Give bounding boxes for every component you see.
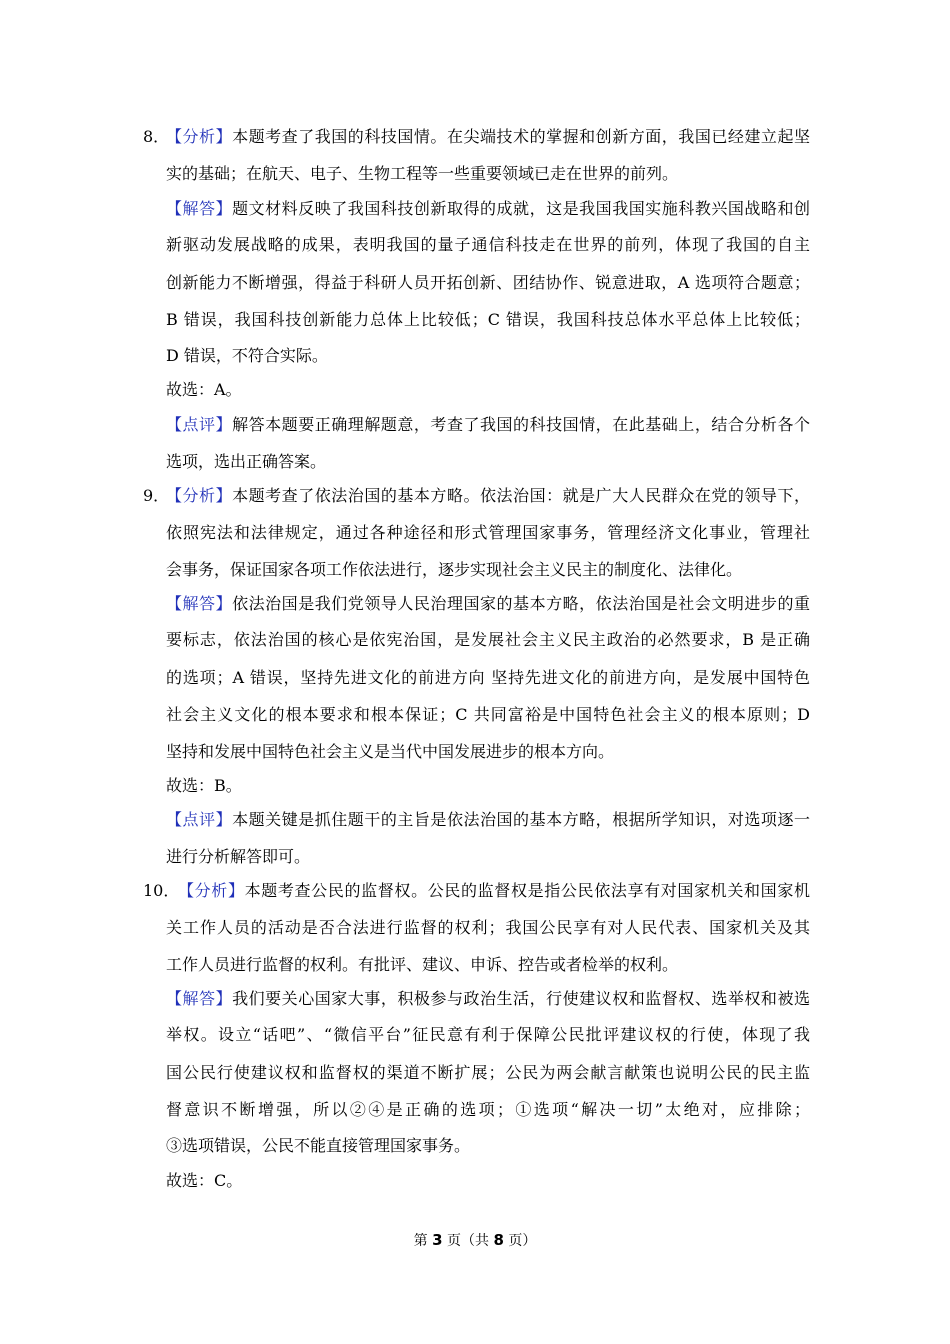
answer-line: 新驱动发展战略的成果，表明我国的量子通信科技走在世界的前列，体现了我国的自主 bbox=[166, 235, 810, 254]
comment-line: 进行分析解答即可。 bbox=[166, 847, 311, 866]
answer-line: ③选项错误，公民不能直接管理国家事务。 bbox=[166, 1136, 471, 1155]
analysis-line: 【分析】本题考查了依法治国的基本方略。依法治国：就是广大人民群众在党的领导下， bbox=[166, 486, 810, 505]
comment-tag: 【点评】 bbox=[166, 415, 233, 434]
analysis-line: 工作人员进行监督的权利。有批评、建议、申诉、控告或者检举的权利。 bbox=[166, 955, 679, 974]
analysis-line: 会事务，保证国家各项工作依法进行，逐步实现社会主义民主的制度化、法律化。 bbox=[166, 560, 743, 579]
current-page-number: 3 bbox=[432, 1231, 443, 1249]
answer-line: 【解答】题文材料反映了我国科技创新取得的成就，这是我国我国实施科教兴国战略和创 bbox=[166, 199, 810, 218]
analysis-line: 依照宪法和法律规定，通过各种途径和形式管理国家事务，管理经济文化事业，管理社 bbox=[166, 523, 810, 542]
answer-line: 【解答】依法治国是我们党领导人民治理国家的基本方略，依法治国是社会文明进步的重 bbox=[166, 594, 810, 613]
answer-tag: 【解答】 bbox=[166, 594, 233, 613]
answer-line: 督意识不断增强，所以②④是正确的选项；①选项“解决一切”太绝对，应排除； bbox=[166, 1100, 810, 1119]
answer-line: 举权。设立“话吧”、“微信平台”征民意有利于保障公民批评建议权的行使，体现了我 bbox=[166, 1025, 810, 1044]
page-footer: 第 3 页（共 8 页） bbox=[413, 1231, 537, 1249]
choice-line: 故选：A。 bbox=[166, 380, 242, 399]
question-number: 8． bbox=[143, 127, 170, 146]
answer-line: B 错误，我国科技创新能力总体上比较低；C 错误，我国科技总体水平总体上比较低； bbox=[166, 310, 810, 329]
answer-line: 要标志，依法治国的核心是依宪治国，是发展社会主义民主政治的必然要求，B 是正确 bbox=[166, 630, 810, 649]
analysis-tag: 【分析】 bbox=[178, 881, 245, 900]
answer-line: 坚持和发展中国特色社会主义是当代中国发展进步的根本方向。 bbox=[166, 742, 615, 761]
analysis-line: 【分析】本题考查了我国的科技国情。在尖端技术的掌握和创新方面，我国已经建立起坚 bbox=[166, 127, 810, 146]
comment-line: 【点评】解答本题要正确理解题意，考查了我国的科技国情，在此基础上，结合分析各个 bbox=[166, 415, 810, 434]
answer-line: 的选项；A 错误，坚持先进文化的前进方向 坚持先进文化的前进方向，是发展中国特色 bbox=[166, 668, 810, 687]
answer-line: 国公民行使建议权和监督权的渠道不断扩展；公民为两会献言献策也说明公民的民主监 bbox=[166, 1063, 810, 1082]
total-page-number: 8 bbox=[493, 1231, 504, 1249]
answer-line: 创新能力不断增强，得益于科研人员开拓创新、团结协作、锐意进取，A 选项符合题意； bbox=[166, 273, 810, 292]
choice-line: 故选：B。 bbox=[166, 776, 242, 795]
answer-tag: 【解答】 bbox=[166, 989, 233, 1008]
analysis-line: 【分析】本题考查公民的监督权。公民的监督权是指公民依法享有对国家机关和国家机 bbox=[178, 881, 810, 900]
choice-line: 故选：C。 bbox=[166, 1171, 243, 1190]
analysis-line: 实的基础；在航天、电子、生物工程等一些重要领域已走在世界的前列。 bbox=[166, 164, 679, 183]
answer-line: 【解答】我们要关心国家大事，积极参与政治生活，行使建议权和监督权、选举权和被选 bbox=[166, 989, 810, 1008]
comment-line: 【点评】本题关键是抓住题干的主旨是依法治国的基本方略，根据所学知识，对选项逐一 bbox=[166, 810, 810, 829]
answer-line: 社会主义文化的根本要求和根本保证；C 共同富裕是中国特色社会主义的根本原则；D bbox=[166, 705, 810, 724]
analysis-tag: 【分析】 bbox=[166, 127, 233, 146]
answer-tag: 【解答】 bbox=[166, 199, 233, 218]
comment-tag: 【点评】 bbox=[166, 810, 233, 829]
analysis-line: 关工作人员的活动是否合法进行监督的权利；我国公民享有对人民代表、国家机关及其 bbox=[166, 918, 810, 937]
question-number: 10． bbox=[143, 881, 180, 900]
answer-line: D 错误，不符合实际。 bbox=[166, 346, 328, 365]
analysis-tag: 【分析】 bbox=[166, 486, 233, 505]
question-number: 9． bbox=[143, 486, 170, 505]
comment-line: 选项，选出正确答案。 bbox=[166, 452, 327, 471]
